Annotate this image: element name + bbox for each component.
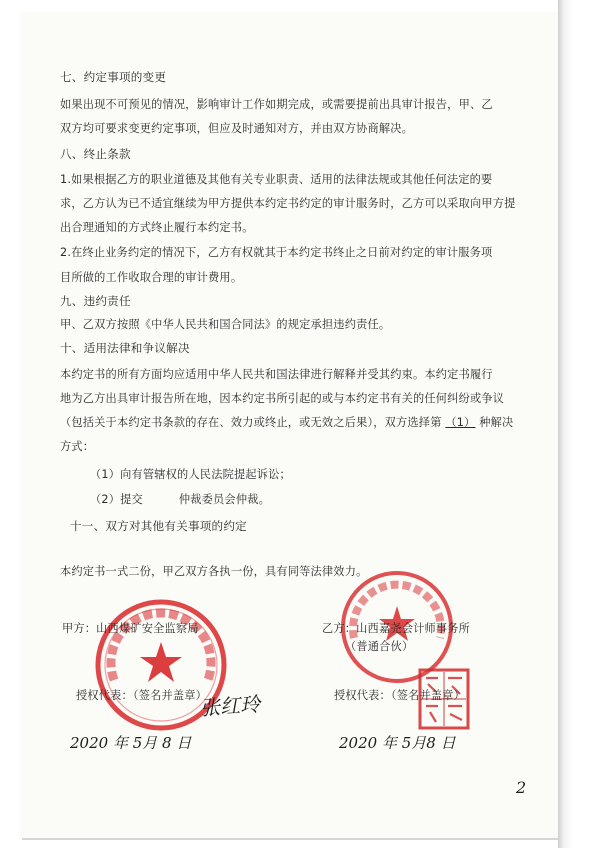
option-text: 仲裁委员会仲裁。	[178, 493, 270, 506]
section-8-heading: 八、终止条款	[60, 147, 131, 161]
section-8-para-line: 目所做的工作收取合理的审计费用。	[60, 271, 243, 284]
section-8-para-line: 1.如果根据乙方的职业道德及其他有关专业职责、适用的法律法规或其他任何法定的要	[60, 173, 493, 186]
section-8-para-line: 2.在终止业务约定的情况下，乙方有权就其于本约定书终止之日前对约定的审计服务项	[60, 246, 493, 259]
section-10-para-line: 地为乙方出具审计报告所在地，因本约定书所引起的或与本约定书有关的任何纠纷或争议	[60, 392, 505, 405]
party-a-date: 2020 年 5月 8 日	[70, 734, 192, 752]
section-9-para: 甲、乙双方按照《中华人民共和国合同法》的规定承担违约责任。	[60, 318, 391, 331]
section-7-para-line: 双方均可要求变更约定事项，但应及时通知对方，并由双方协商解决。	[60, 122, 414, 135]
party-b-label: 乙方：山西嘉尧会计师事务所	[322, 622, 471, 635]
dispute-option-1: （1）向有管辖权的人民法院提起诉讼；	[90, 468, 291, 481]
scan-edge	[558, 0, 600, 848]
para-text: （包括关于本约定书条款的存在、效力或终止，或无效之后果），双方选择第	[60, 416, 442, 429]
party-b-label-suffix: （普通合伙）	[345, 640, 414, 653]
section-10-para-line	[60, 415, 513, 430]
closing-statement: 本约定书一式二份，甲乙双方各执一份，具有同等法律效力。	[60, 565, 368, 578]
dispute-choice: （1）	[445, 416, 476, 429]
section-10-heading: 十、适用法律和争议解决	[60, 341, 190, 355]
section-9-heading: 九、违约责任	[60, 294, 131, 308]
party-a-signature: 张红玲	[199, 691, 261, 721]
para-text: 种解决	[479, 416, 514, 429]
section-8-para-line: 求，乙方认为已不适宜继续为甲方提供本约定书约定的审计服务时，乙方可以采取向甲方提	[60, 197, 516, 210]
section-10-para-line: 方式：	[60, 440, 95, 453]
dispute-option-2	[90, 492, 270, 507]
section-8-para-line: 出合理通知的方式终止履行本约定书。	[60, 221, 254, 234]
option-text: （2）提交	[90, 493, 143, 506]
section-7-heading: 七、约定事项的变更	[60, 70, 167, 84]
party-a-label: 甲方：山西煤矿安全监察局	[62, 622, 199, 635]
page-number: 2	[516, 778, 527, 797]
party-b-date: 2020 年 5月8 日	[339, 734, 456, 752]
party-a-rep-label: 授权代表：（签名并盖章）	[76, 689, 208, 702]
section-10-para-line: 本约定书的所有方面均应适用中华人民共和国法律进行解释并受其约束。本约定书履行	[60, 368, 493, 381]
section-11-heading: 十一、双方对其他有关事项的约定	[70, 519, 247, 533]
party-b-rep-label: 授权代表：（签名并盖章）	[334, 689, 466, 702]
section-7-para-line: 如果出现不可预见的情况，影响审计工作如期完成，或需要提前出具审计报告，甲、乙	[60, 98, 493, 111]
